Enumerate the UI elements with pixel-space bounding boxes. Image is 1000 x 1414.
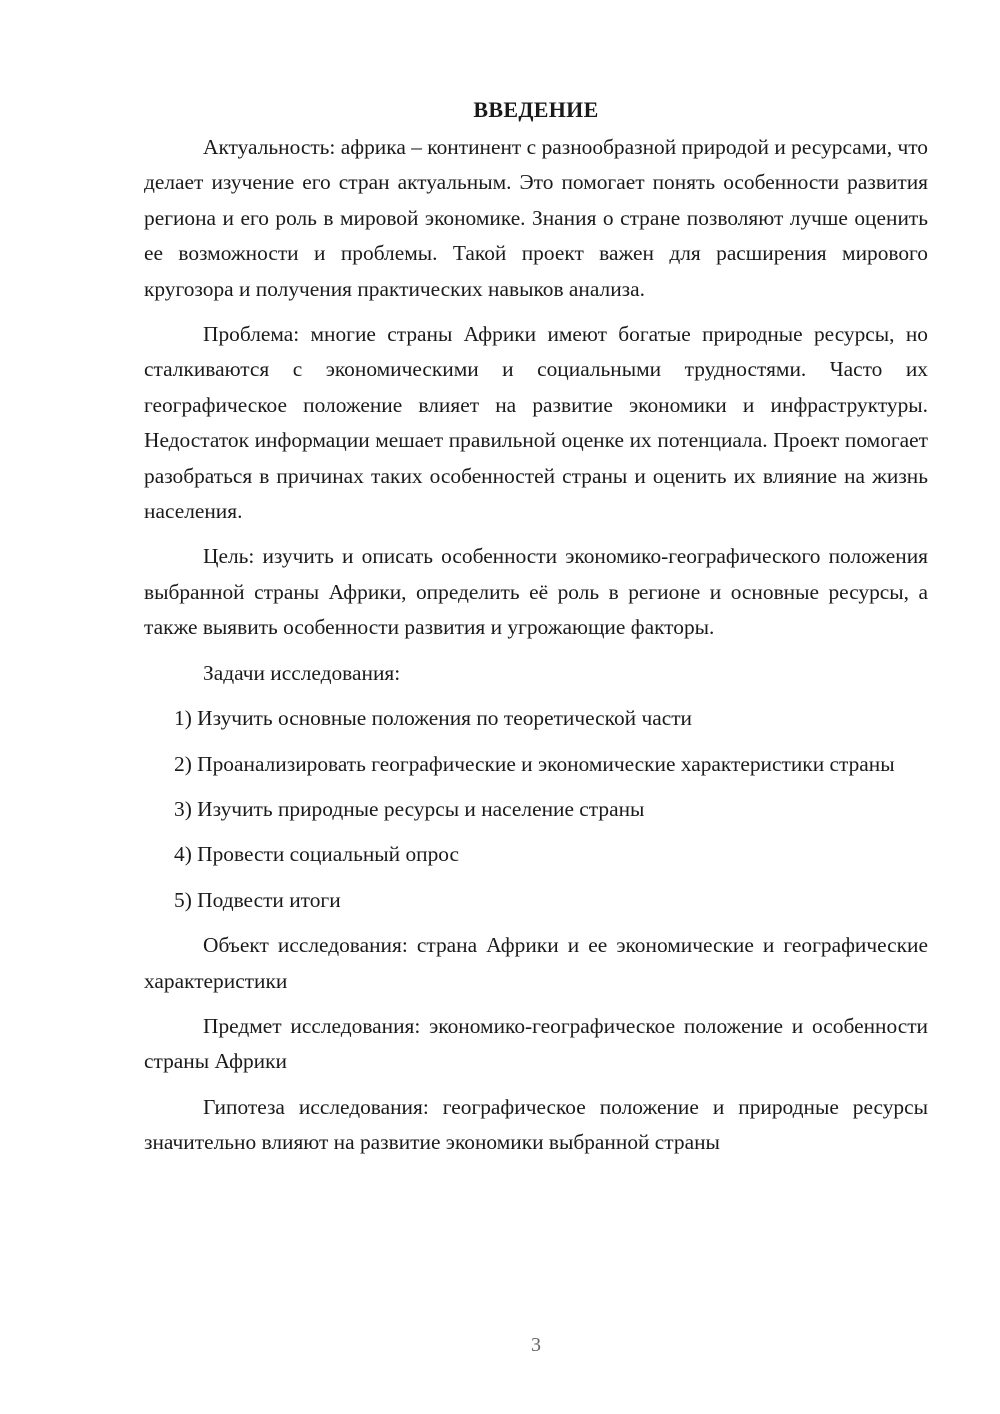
object-paragraph: Объект исследования: страна Африки и ее экономические и географические характеристики <box>144 933 928 993</box>
task-item-2: 2) Проанализировать географические и экономические характеристики страны <box>174 751 895 776</box>
task-item-1: 1) Изучить основные положения по теоретической части <box>174 706 692 731</box>
task-item-4: 4) Провести социальный опрос <box>174 842 460 867</box>
hypothesis-paragraph: Гипотеза исследования: географическое положение и природные ресурсы значительно влияют на развитие экономики выбранной страны <box>144 1094 928 1155</box>
subject-paragraph: Предмет исследования: экономико-географическое положение и особенности страны Африки <box>144 1013 928 1074</box>
tasks-list <box>144 701 928 918</box>
goal-paragraph: Цель: изучить и описать особенности экономико-географического положения выбранной страны Африки, определить её роль в регионе и основные ресурсы, а также выявить особенности развития и угрожающие факторы. <box>144 544 928 640</box>
task-item-3: 3) Изучить природные ресурсы и население страны <box>174 796 645 821</box>
task-item-5: 5) Подвести итоги <box>174 887 341 912</box>
page-title: ВВЕДЕНИЕ <box>473 97 599 122</box>
tasks-heading: Задачи исследования: <box>203 660 401 685</box>
problem-paragraph: Проблема: многие страны Африки имеют богатые природные ресурсы, но сталкиваются с экономическими и социальными трудностями. Часто их географическое положение влияет на развитие экономики и инфраструктуры. Недостаток информации мешает правильной оценке их потенциала. Проект помогает разобраться в причинах таких особенностей страны и оценить их влияние на жизнь населения. <box>144 322 928 524</box>
relevance-paragraph: Актуальность: африка – континент с разнообразной природой и ресурсами, что делает изучение его стран актуальным. Это помогает понять особенности развития региона и его роль в мировой экономике. Знания о стране позволяют лучше оценить ее возможности и проблемы. Такой проект важен для расширения мирового кругозора и получения практических навыков анализа. <box>144 135 928 301</box>
page-number: 3 <box>531 1334 541 1356</box>
document-page <box>144 92 928 1171</box>
